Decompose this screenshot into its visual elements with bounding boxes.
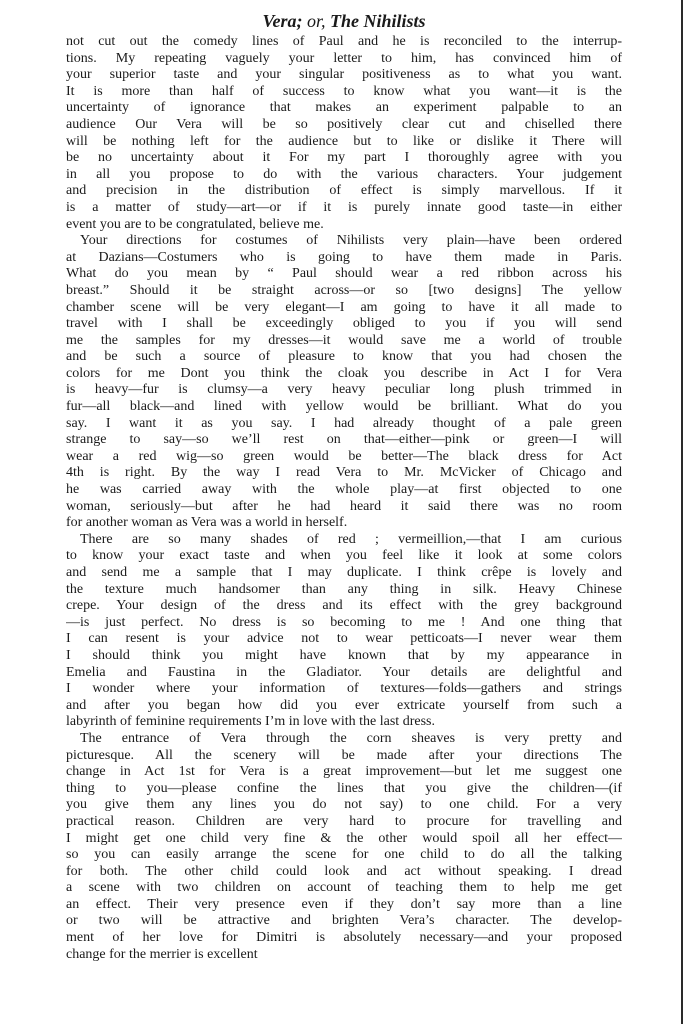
text-line: and after you began how did you ever extricate yourself from such a bbox=[66, 697, 622, 713]
running-head-subtitle: The Nihilists bbox=[329, 11, 426, 31]
text-line: for another woman as Vera was a world in herself. bbox=[66, 515, 348, 531]
text-line: and send me a sample that I may duplicate. I think crêpe is lovely and bbox=[66, 565, 622, 580]
text-line: or two will be attractive and brighten Vera’s character. The develop- bbox=[66, 913, 622, 929]
text-line: in all you propose to do with the various characters. Your judgement bbox=[66, 166, 622, 182]
text-line: the texture much handsomer than any thing in silk. Heavy Chinese bbox=[66, 581, 622, 597]
text-line: a scene with two children on account of teaching them to help me get bbox=[66, 880, 622, 896]
text-line: and precision in the distribution of effect is simply marvellous. If it bbox=[66, 183, 622, 199]
text-line: There are so many shades of red ; vermeillion,—that I am curious bbox=[80, 531, 622, 547]
paragraph bbox=[66, 532, 622, 731]
text-line: thing to you—please confine the lines that you give the children—(if bbox=[66, 780, 622, 796]
text-line: I can resent is your advice not to wear petticoats—I never wear them bbox=[66, 631, 622, 647]
text-line: so you can easily arrange the scene for one child to do all the talking bbox=[66, 847, 622, 863]
text-line: travel with I shall be exceedingly obliged to you if you will send bbox=[66, 316, 622, 332]
text-line: for both. The other child could look and act without speaking. I dread bbox=[66, 863, 622, 879]
paragraph bbox=[66, 34, 622, 233]
text-line: your superior taste and your singular positiveness as to what you want. bbox=[66, 67, 622, 83]
paragraph bbox=[66, 731, 622, 963]
text-line: to know your exact taste and when you feel like it look at some colors bbox=[66, 548, 622, 564]
text-line: What do you mean by “ Paul should wear a red ribbon across his bbox=[66, 266, 622, 282]
book-page bbox=[66, 0, 622, 963]
text-line: uncertainty of ignorance that makes an experiment palpable to an bbox=[66, 100, 622, 116]
body-text bbox=[66, 34, 622, 963]
text-line: picturesque. All the scenery will be made after your directions The bbox=[66, 747, 622, 763]
running-head bbox=[66, 10, 622, 32]
text-line: ment of her love for Dimitri is absolutely necessary—and your proposed bbox=[66, 930, 622, 946]
text-line: fur—all black—and lined with yellow would be brilliant. What do you bbox=[66, 399, 622, 415]
text-line: will be nothing left for the audience but to like or dislike it There will bbox=[66, 133, 622, 149]
text-line: event you are to be congratulated, believe me. bbox=[66, 216, 324, 232]
text-line: —is just perfect. No dress is so becoming to me ! And one thing that bbox=[66, 614, 622, 630]
text-line: chamber scene will be very elegant—I am going to have it all made to bbox=[66, 299, 622, 315]
text-line: change in Act 1st for Vera is a great improvement—but let me suggest one bbox=[66, 764, 622, 780]
text-line: an effect. Their very presence even if they don’t say more than a line bbox=[66, 896, 622, 912]
text-line: say. I want it as you say. I had already thought of a pale green bbox=[66, 415, 622, 431]
paragraph bbox=[66, 233, 622, 532]
text-line: is a matter of study—art—or if it is purely innate good taste—in either bbox=[66, 199, 622, 215]
text-line: strange to say—so we’ll rest on that—either—pink or green—I will bbox=[66, 432, 622, 448]
text-line: he was carried away with the whole play—at first objected to one bbox=[66, 482, 622, 498]
text-line: Your directions for costumes of Nihilists very plain—have been ordered bbox=[80, 233, 622, 249]
text-line: labyrinth of feminine requirements I’m in love with the last dress. bbox=[66, 714, 435, 730]
text-line: colors for me Dont you think the cloak you describe in Act I for Vera bbox=[66, 365, 622, 381]
text-line: is heavy—fur is clumsy—a very heavy peculiar long plush trimmed in bbox=[66, 382, 622, 398]
text-line: The entrance of Vera through the corn sheaves is very pretty and bbox=[80, 730, 622, 746]
text-line: audience Our Vera will be so positively clear cut and chiselled there bbox=[66, 116, 622, 132]
text-line: crepe. Your design of the dress and its effect with the grey background bbox=[66, 598, 622, 614]
text-line: change for the merrier is excellent bbox=[66, 946, 258, 962]
text-line: wear a red wig—so green would be better—The black dress for Act bbox=[66, 448, 622, 464]
text-line: Emelia and Faustina in the Gladiator. Your details are delightful and bbox=[66, 664, 622, 680]
text-line: I wonder where your information of textures—folds—gathers and strings bbox=[66, 681, 622, 697]
text-line: at Dazians—Costumers who is going to have them made in Paris. bbox=[66, 249, 622, 265]
text-line: and be such a source of pleasure to know that you had chosen the bbox=[66, 349, 622, 365]
text-line: be no uncertainty about it For my part I thoroughly agree with you bbox=[66, 150, 622, 166]
text-line: tions. My repeating vaguely your letter to him, has convinced him of bbox=[66, 50, 622, 66]
text-line: It is more than half of success to know what you want—it is the bbox=[66, 83, 622, 99]
text-line: I should think you might have known that by my appearance in bbox=[66, 647, 622, 663]
text-line: breast.” Should it be straight across—or so [two designs] The yellow bbox=[66, 282, 622, 298]
text-line: woman, seriously—but after he had heard it said there was no room bbox=[66, 498, 622, 514]
text-line: practical reason. Children are very hard to procure for travelling and bbox=[66, 813, 622, 829]
text-line: you give them any lines you do not say) to one child. For a very bbox=[66, 797, 622, 813]
running-head-or: or, bbox=[306, 11, 326, 31]
running-head-title: Vera; bbox=[262, 11, 303, 31]
text-line: not cut out the comedy lines of Paul and he is reconciled to the interrup- bbox=[66, 34, 622, 49]
text-line: I might get one child very fine & the other would spoil all her effect— bbox=[66, 830, 622, 846]
text-line: 4th is right. By the way I read Vera to Mr. McVicker of Chicago and bbox=[66, 465, 622, 481]
text-line: me the samples for my dresses—it would save me a world of trouble bbox=[66, 332, 622, 348]
